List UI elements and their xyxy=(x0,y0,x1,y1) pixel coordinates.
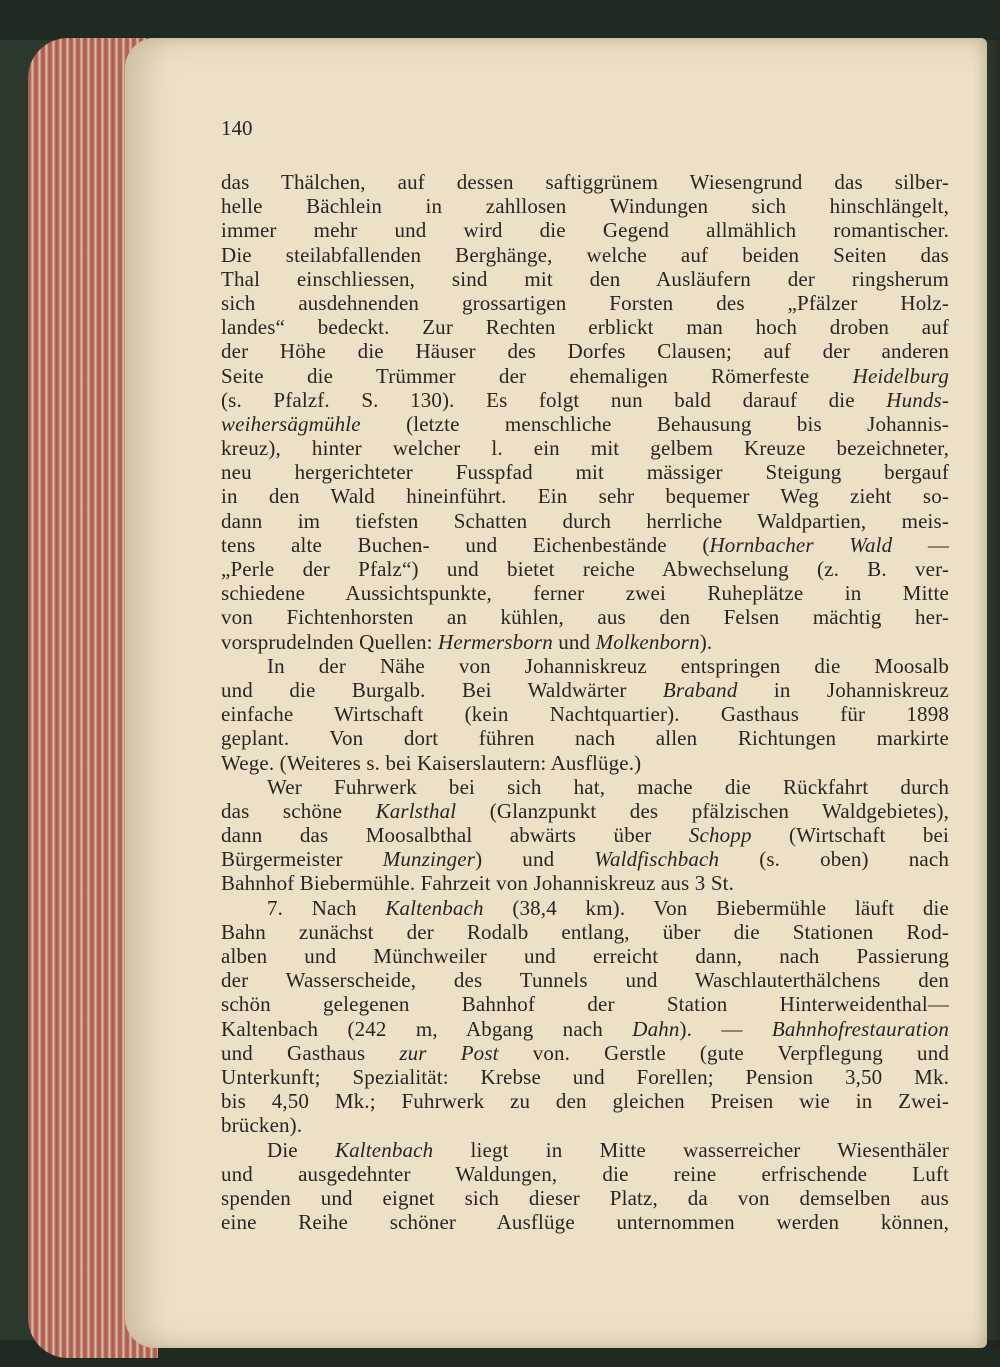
italic-text: Hermersborn xyxy=(438,629,553,654)
text-run: von. Gerstle (gute Verpflegung und xyxy=(498,1040,949,1065)
text-run: Unterkunft; Spezialität: Krebse und Forellen; Pension 3,50 Mk. xyxy=(221,1064,949,1089)
text-run: von Fichtenhorsten an kühlen, aus den Felsen mächtig her- xyxy=(221,605,949,630)
text-run: vorsprudelnden Quellen: xyxy=(221,629,439,654)
text-line xyxy=(221,194,949,218)
text-run: (Wirtschaft bei xyxy=(751,823,949,848)
text-line xyxy=(221,775,949,799)
text-run: neu hergerichteter Fusspfad mit mässiger Steigung bergauf xyxy=(221,460,949,485)
text-run: liegt in Mitte wasserreicher Wiesenthäler xyxy=(433,1137,950,1162)
text-run: (s. Pfalzf. S. 130). Es folgt nun bald darauf die xyxy=(221,387,887,412)
text-line xyxy=(221,243,949,267)
text-line xyxy=(221,630,949,654)
text-run: Seite die Trümmer der ehemaligen Römerfeste xyxy=(221,363,853,388)
page-number: 140 xyxy=(221,116,253,140)
text-run: Wer Fuhrwerk bei sich hat, mache die Rückfahrt durch xyxy=(267,774,949,799)
italic-text: Dahn xyxy=(632,1016,680,1041)
text-line xyxy=(221,654,949,678)
italic-text: Hunds- xyxy=(886,387,949,412)
body-text xyxy=(221,170,949,1234)
text-run: Wege. (Weiteres s. bei Kaiserslautern: Ausflüge.) xyxy=(221,750,642,775)
text-run: Die xyxy=(267,1137,335,1162)
italic-text: Heidelburg xyxy=(852,363,949,388)
text-run: 7. Nach xyxy=(267,895,386,920)
text-run: Die steilabfallenden Berghänge, welche auf beiden Seiten das xyxy=(221,242,949,267)
text-run: kreuz), hinter welcher l. ein mit gelbem Kreuze bezeichneter, xyxy=(221,436,949,461)
text-run: geplant. Von dort führen nach allen Richtungen markirte xyxy=(221,726,949,751)
text-run: alben und Münchweiler und erreicht dann, nach Passierung xyxy=(221,944,949,968)
text-run: In der Nähe von Johanniskreuz entspringen die Moosalb xyxy=(267,653,949,678)
italic-text: Schopp xyxy=(688,823,752,848)
text-run: der Höhe die Häuser des Dorfes Clausen; auf der anderen xyxy=(221,339,949,364)
text-run: einfache Wirtschaft (kein Nachtquartier). Gasthaus für 1898 xyxy=(221,702,949,727)
text-run: ). — xyxy=(679,1016,772,1041)
text-run: schiedene Aussichtspunkte, ferner zwei Ruheplätze in Mitte xyxy=(221,581,949,606)
text-line xyxy=(221,847,949,871)
text-line xyxy=(221,557,949,581)
text-run: (letzte menschliche Behausung bis Johannis- xyxy=(360,411,949,436)
text-run: in Johanniskreuz xyxy=(737,677,949,702)
text-line xyxy=(221,291,949,315)
text-run: (Glanzpunkt des pfälzischen Waldgebietes), xyxy=(456,798,949,823)
text-line xyxy=(221,436,949,460)
italic-text: Munzinger xyxy=(382,847,476,872)
italic-text: weihersägmühle xyxy=(221,411,361,436)
text-line xyxy=(221,339,949,363)
text-line xyxy=(221,484,949,508)
text-line xyxy=(221,726,949,750)
spine-shadow xyxy=(986,38,1000,1348)
text-run: das schöne xyxy=(221,798,376,823)
italic-text: Karlsthal xyxy=(375,798,457,823)
text-run: schön gelegenen Bahnhof der Station Hinterweidenthal— xyxy=(221,992,949,1017)
text-run: immer mehr und wird die Gegend allmählich romantischer. xyxy=(221,218,949,243)
text-line xyxy=(221,1186,949,1210)
text-run: — xyxy=(892,532,949,557)
text-run: landes“ bedeckt. Zur Rechten erblickt man hoch droben auf xyxy=(221,315,949,340)
italic-text: Molkenborn xyxy=(595,629,700,654)
text-line xyxy=(221,823,949,847)
text-line xyxy=(221,1138,949,1162)
text-run: das Thälchen, auf dessen saftiggrünem Wiesengrund das silber- xyxy=(221,170,949,194)
text-line xyxy=(221,315,949,339)
text-line xyxy=(221,751,949,775)
text-line xyxy=(221,799,949,823)
text-run: eine Reihe schöner Ausflüge unternommen werden können, xyxy=(221,1210,949,1235)
text-run: Bahn zunächst der Rodalb entlang, über die Stationen Rod- xyxy=(221,919,949,944)
text-run: und ausgedehnter Waldungen, die reine erfrischende Luft xyxy=(221,1161,949,1186)
text-line xyxy=(221,944,949,968)
text-line xyxy=(221,267,949,291)
text-run: Bahnhof Biebermühle. Fahrzeit von Johanniskreuz aus 3 St. xyxy=(221,871,735,896)
text-line xyxy=(221,896,949,920)
text-line xyxy=(221,968,949,992)
text-run: „Perle der Pfalz“) und bietet reiche Abwechselung (z. B. ver- xyxy=(221,557,949,581)
text-line xyxy=(221,218,949,242)
italic-text: Kaltenbach xyxy=(385,895,484,920)
text-line xyxy=(221,1065,949,1089)
text-line xyxy=(221,170,949,194)
text-run: (s. oben) nach xyxy=(719,847,949,872)
text-run: und die Burgalb. Bei Waldwärter xyxy=(221,677,663,702)
text-line xyxy=(221,1210,949,1234)
text-run: Kaltenbach (242 m, Abgang nach xyxy=(221,1016,633,1041)
text-run: Thal einschliessen, sind mit den Ausläufern der ringsherum xyxy=(221,266,949,291)
text-line xyxy=(221,509,949,533)
text-run: tens alte Buchen- und Eichenbestände ( xyxy=(221,532,710,557)
text-run: spenden und eignet sich dieser Platz, da von demselben aus xyxy=(221,1185,949,1210)
text-line xyxy=(221,388,949,412)
text-run: bis 4,50 Mk.; Fuhrwerk zu den gleichen Preisen wie in Zwei- xyxy=(221,1089,949,1114)
background-top xyxy=(0,0,1000,40)
text-line xyxy=(221,871,949,895)
text-run: in den Wald hineinführt. Ein sehr bequemer Weg zieht so- xyxy=(221,484,949,509)
italic-text: Hornbacher Wald xyxy=(709,532,893,557)
text-line xyxy=(221,1017,949,1041)
text-line xyxy=(221,920,949,944)
text-line xyxy=(221,1041,949,1065)
italic-text: zur Post xyxy=(399,1040,499,1065)
text-line xyxy=(221,533,949,557)
text-run: ) und xyxy=(475,847,595,872)
text-run: sich ausdehnenden grossartigen Forsten des „Pfälzer Holz- xyxy=(221,290,949,315)
text-run: ). xyxy=(699,629,713,654)
text-run: dann im tiefsten Schatten durch herrliche Waldpartien, meis- xyxy=(221,508,949,533)
text-line xyxy=(221,581,949,605)
italic-text: Braband xyxy=(662,677,738,702)
text-line xyxy=(221,1089,949,1113)
text-run: und xyxy=(552,629,596,654)
text-run: Bürgermeister xyxy=(221,847,383,872)
text-line xyxy=(221,412,949,436)
italic-text: Waldfischbach xyxy=(594,847,720,872)
text-run: helle Bächlein in zahllosen Windungen sich hinschlängelt, xyxy=(221,194,949,219)
text-run: und Gasthaus xyxy=(221,1040,400,1065)
text-line xyxy=(221,992,949,1016)
text-line xyxy=(221,460,949,484)
italic-text: Bahnhofrestauration xyxy=(771,1016,949,1041)
text-run: (38,4 km). Von Biebermühle läuft die xyxy=(483,895,949,920)
text-run: dann das Moosalbthal abwärts über xyxy=(221,823,689,848)
text-line xyxy=(221,364,949,388)
text-line xyxy=(221,1162,949,1186)
text-line xyxy=(221,1113,949,1137)
text-run: der Wasserscheide, des Tunnels und Waschlauterthälchens den xyxy=(221,968,949,993)
text-run: brücken). xyxy=(221,1113,303,1138)
text-line xyxy=(221,702,949,726)
text-line xyxy=(221,678,949,702)
text-line xyxy=(221,605,949,629)
italic-text: Kaltenbach xyxy=(334,1137,434,1162)
